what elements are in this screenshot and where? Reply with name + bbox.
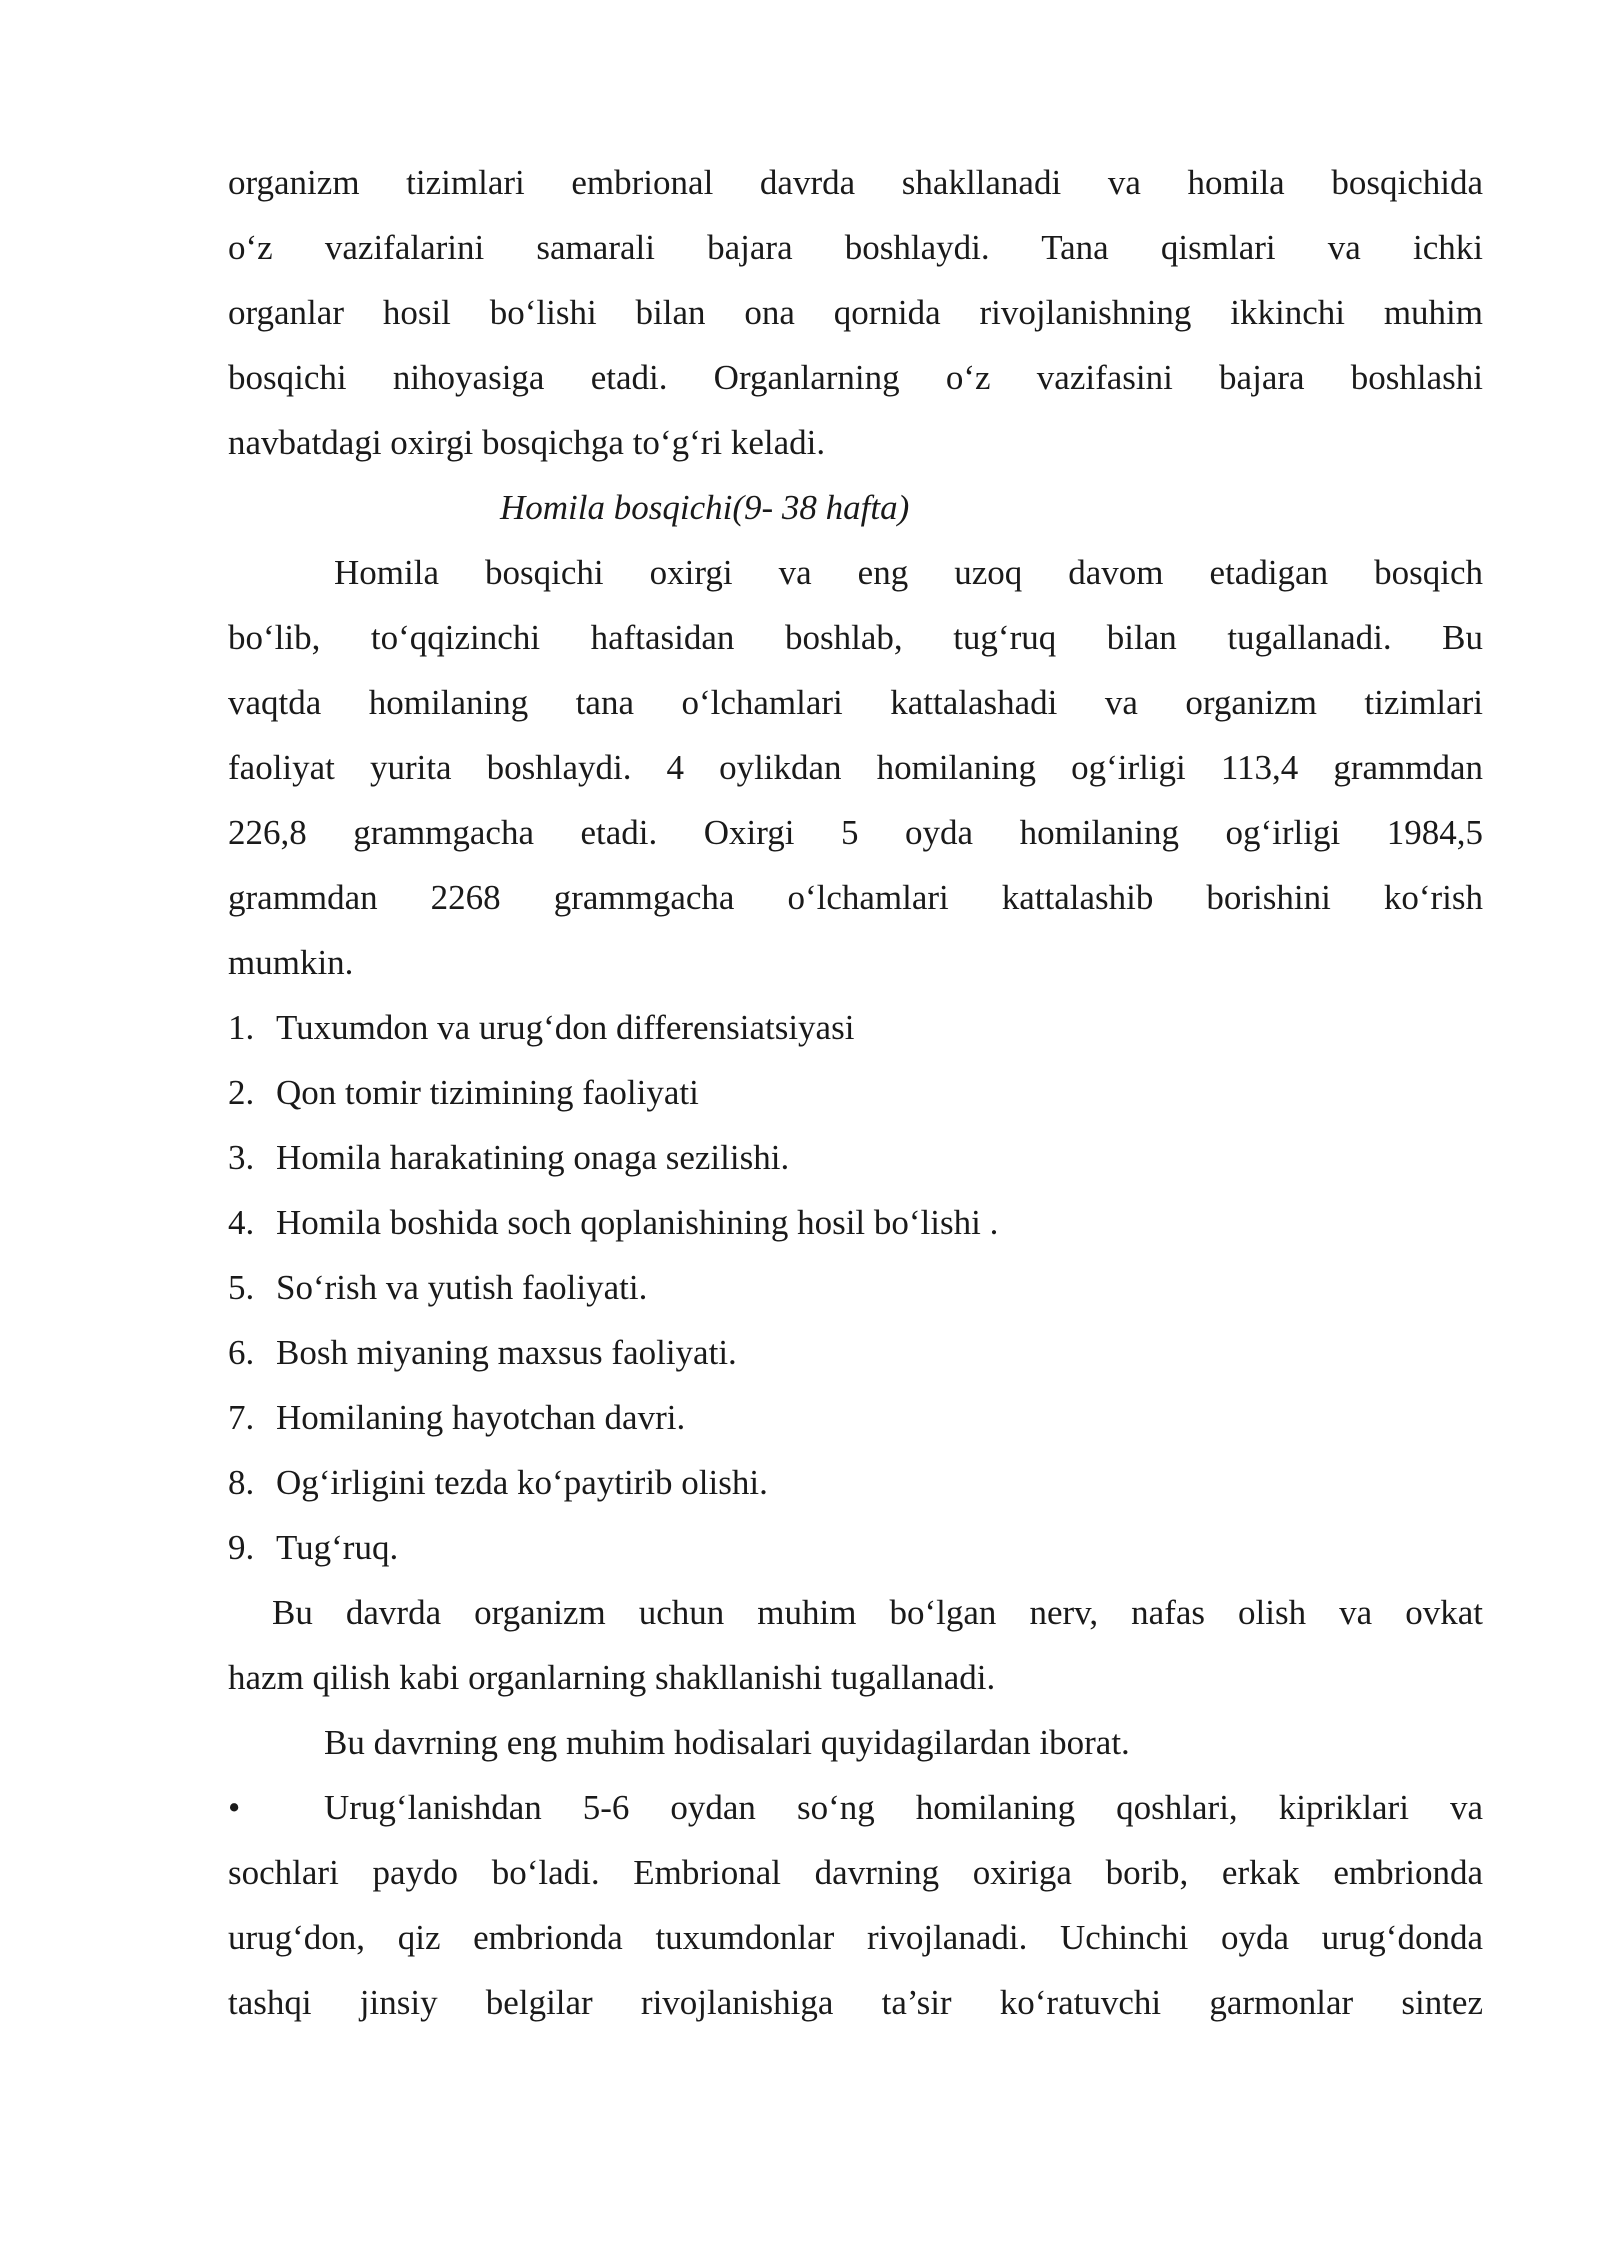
list-number: 2. xyxy=(228,1073,255,1112)
list-item xyxy=(228,1255,1483,1320)
paragraph-events-intro: Bu davrning eng muhim hodisalari quyidagilardan iborat. xyxy=(324,1723,1130,1762)
numbered-list xyxy=(228,995,1483,1580)
list-item xyxy=(228,1060,1483,1125)
text-line: navbatdagi oxirgi bosqichga to‘g‘ri keladi. xyxy=(228,423,826,462)
text-line: Urug‘lanishdan 5-6 oydan so‘ng homilaning qoshlari, kipriklari va xyxy=(324,1788,1483,1827)
list-item xyxy=(228,1190,1483,1255)
bullet-first-line xyxy=(228,1775,1483,1840)
text-line: bosqichi nihoyasiga etadi. Organlarning o‘z vazifasini bajara boshlashi xyxy=(228,358,1483,397)
list-item xyxy=(228,1515,1483,1580)
text-line: grammdan 2268 grammgacha o‘lchamlari kattalashib borishini ko‘rish xyxy=(228,878,1483,917)
list-number: 8. xyxy=(228,1463,255,1502)
list-item xyxy=(228,995,1483,1060)
text-line: vaqtda homilaning tana o‘lchamlari kattalashadi va organizm tizimlari xyxy=(228,683,1483,722)
list-text: Tuxumdon va urug‘don differensiatsiyasi xyxy=(276,1008,855,1047)
list-text: Homila harakatining onaga sezilishi. xyxy=(276,1138,790,1177)
text-line: mumkin. xyxy=(228,943,354,982)
paragraph-intro xyxy=(228,150,1483,475)
list-text: Homila boshida soch qoplanishining hosil bo‘lishi . xyxy=(276,1203,999,1242)
list-text: Tug‘ruq. xyxy=(276,1528,399,1567)
text-line: Bu davrda organizm uchun muhim bo‘lgan nerv, nafas olish va ovkat xyxy=(272,1593,1483,1632)
section-heading: Homila bosqichi(9- 38 hafta) xyxy=(500,488,910,527)
text-line: urug‘don, qiz embrionda tuxumdonlar rivojlanadi. Uchinchi oyda urug‘donda xyxy=(228,1918,1483,1957)
bullet-paragraph xyxy=(228,1775,1483,2035)
text-line: hazm qilish kabi organlarning shakllanishi tugallanadi. xyxy=(228,1658,996,1697)
list-number: 6. xyxy=(228,1333,255,1372)
list-text: Bosh miyaning maxsus faoliyati. xyxy=(276,1333,737,1372)
text-line: Homila bosqichi oxirgi va eng uzoq davom etadigan bosqich xyxy=(334,553,1483,592)
list-item xyxy=(228,1450,1483,1515)
list-number: 9. xyxy=(228,1528,255,1567)
list-number: 7. xyxy=(228,1398,255,1437)
text-line: o‘z vazifalarini samarali bajara boshlaydi. Tana qismlari va ichki xyxy=(228,228,1483,267)
list-text: So‘rish va yutish faoliyati. xyxy=(276,1268,648,1307)
text-line: faoliyat yurita boshlaydi. 4 oylikdan homilaning og‘irligi 113,4 grammdan xyxy=(228,748,1483,787)
text-line: bo‘lib, to‘qqizinchi haftasidan boshlab, tug‘ruq bilan tugallanadi. Bu xyxy=(228,618,1483,657)
paragraph-fetal-stage xyxy=(228,540,1483,995)
list-item xyxy=(228,1125,1483,1190)
list-number: 4. xyxy=(228,1203,255,1242)
bullet-mark: • xyxy=(228,1788,241,1827)
text-line: organizm tizimlari embrional davrda shakllanadi va homila bosqichida xyxy=(228,163,1483,202)
text-line: tashqi jinsiy belgilar rivojlanishiga ta’sir ko‘ratuvchi garmonlar sintez xyxy=(228,1983,1483,2022)
text-line: 226,8 grammgacha etadi. Oxirgi 5 oyda homilaning og‘irligi 1984,5 xyxy=(228,813,1483,852)
list-item xyxy=(228,1385,1483,1450)
text-line: organlar hosil bo‘lishi bilan ona qornida rivojlanishning ikkinchi muhim xyxy=(228,293,1483,332)
list-text: Og‘irligini tezda ko‘paytirib olishi. xyxy=(276,1463,768,1502)
page-body xyxy=(228,150,1483,2035)
list-text: Qon tomir tizimining faoliyati xyxy=(276,1073,699,1112)
list-item xyxy=(228,1320,1483,1385)
paragraph-organs xyxy=(228,1580,1483,1710)
list-number: 3. xyxy=(228,1138,255,1177)
list-number: 1. xyxy=(228,1008,255,1047)
list-number: 5. xyxy=(228,1268,255,1307)
list-text: Homilaning hayotchan davri. xyxy=(276,1398,686,1437)
text-line: sochlari paydo bo‘ladi. Embrional davrning oxiriga borib, erkak embrionda xyxy=(228,1853,1483,1892)
